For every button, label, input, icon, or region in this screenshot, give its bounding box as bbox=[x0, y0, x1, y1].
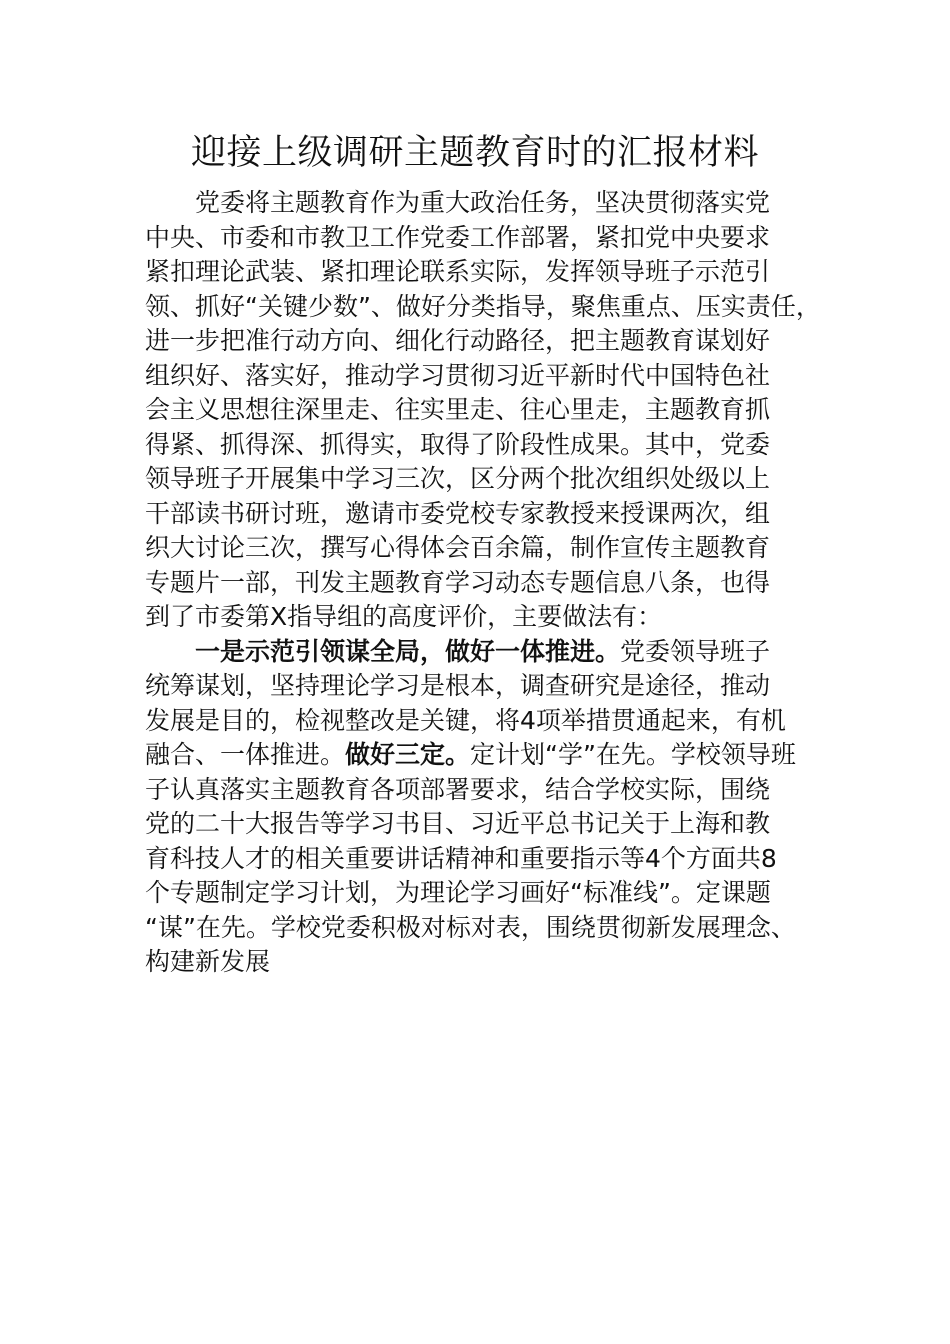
document-body bbox=[145, 186, 835, 980]
paragraph-line bbox=[145, 635, 835, 670]
paragraph-line: 发展是目的，检视整改是关键，将4项举措贯通起来，有机 bbox=[145, 705, 786, 735]
paragraph-line: 组织好、落实好，推动学习贯彻习近平新时代中国特色社 bbox=[145, 360, 771, 390]
paragraph-line bbox=[145, 738, 835, 773]
paragraph-line: 中央、市委和市教卫工作党委工作部署，紧扣党中央要求 bbox=[145, 222, 771, 252]
paragraph-line: 织大讨论三次，撰写心得体会百余篇，制作宣传主题教育 bbox=[145, 533, 771, 562]
paragraph-line: 育科技人才的相关重要讲话精神和重要指示等4个方面共8 bbox=[145, 843, 777, 873]
paragraph-line: 个专题制定学习计划，为理论学习画好“标准线”。定课题 bbox=[145, 878, 771, 907]
subsection-heading: 做好三定。 bbox=[345, 740, 471, 769]
section-heading: 一是示范引领谋全局，做好一体推进。 bbox=[195, 636, 621, 666]
paragraph-line: 子认真落实主题教育各项部署要求，结合学校实际，围绕 bbox=[145, 774, 771, 804]
paragraph-line: 会主义思想往深里走、往实里走、往心里走，主题教育抓 bbox=[145, 395, 771, 424]
paragraph-line: 进一步把准行动方向、细化行动路径，把主题教育谋划好 bbox=[145, 326, 771, 355]
paragraph-line: 领、抓好“关键少数”、做好分类指导，聚焦重点、压实责任， bbox=[145, 291, 821, 321]
paragraph-line: 党委将主题教育作为重大政治任务，坚决贯彻落实党 bbox=[195, 188, 771, 217]
paragraph-line: 干部读书研讨班，邀请市委党校专家教授来授课两次，组 bbox=[145, 498, 771, 528]
paragraph-line: 党的二十大报告等学习书目、习近平总书记关于上海和教 bbox=[145, 809, 771, 838]
paragraph-line: 紧扣理论武装、紧扣理论联系实际，发挥领导班子示范引 bbox=[145, 257, 771, 286]
paragraph-line: 得紧、抓得深、抓得实，取得了阶段性成果。其中，党委 bbox=[145, 429, 771, 459]
paragraph-line: 领导班子开展集中学习三次，区分两个批次组织处级以上 bbox=[145, 464, 771, 493]
paragraph-text: 融合、一体推进。 bbox=[145, 740, 346, 769]
paragraph-line: 统筹谋划，坚持理论学习是根本，调查研究是途径，推动 bbox=[145, 671, 771, 700]
paragraph-text: 定计划“学”在先。学校领导班 bbox=[470, 740, 796, 769]
document-title: 迎接上级调研主题教育时的汇报材料 bbox=[190, 133, 759, 173]
paragraph-line: 专题片一部，刊发主题教育学习动态专题信息八条，也得 bbox=[145, 567, 771, 597]
paragraph-line: 到了市委第X指导组的高度评价，主要做法有： bbox=[145, 602, 663, 631]
paragraph-line: 构建新发展 bbox=[145, 947, 271, 976]
paragraph-line: “谋”在先。学校党委积极对标对表，围绕贯彻新发展理念、 bbox=[145, 912, 796, 942]
paragraph-text: 党委领导班子 bbox=[620, 636, 771, 666]
